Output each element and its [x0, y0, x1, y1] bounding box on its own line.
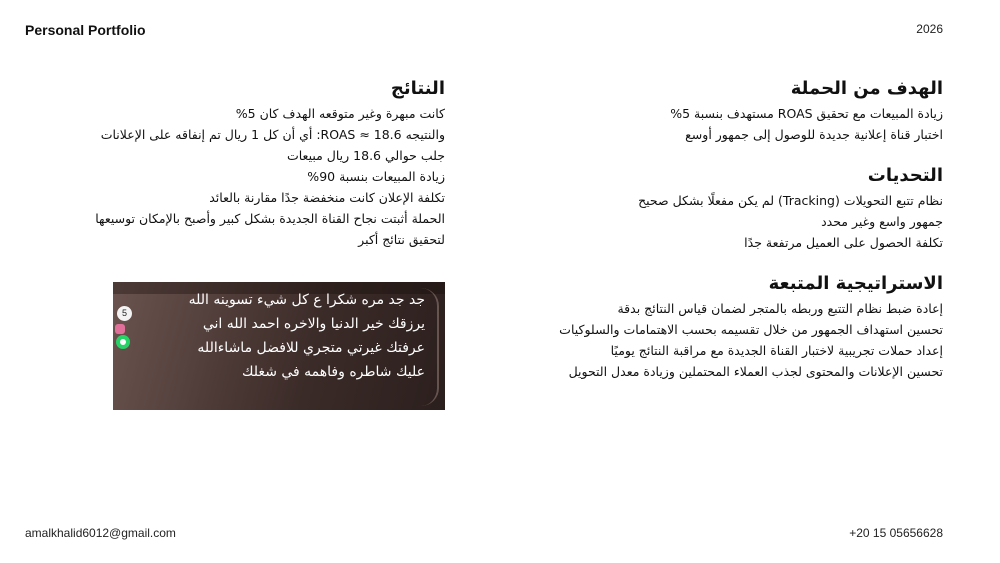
strategy-line: إعداد حملات تجريبية لاختبار القناة الجديدة مع مراقبة النتائج يوميًا: [610, 343, 943, 358]
results-title: النتائج: [390, 78, 445, 99]
result-line: زيادة المبيعات بنسبة 90%: [307, 169, 445, 184]
testimonial-text: [125, 288, 425, 384]
testimonial-line: جد جد مره شكرا ع كل شيء تسوينه الله: [188, 292, 425, 308]
strategy-line: إعادة ضبط نظام التتبع وربطه بالمتجر لضمان قياس النتائج بدقة: [617, 301, 943, 316]
notification-badge: 5: [117, 306, 132, 321]
challenge-line: نظام تتبع التحويلات (Tracking) لم يكن مفعلًا بشكل صحيح: [638, 193, 943, 208]
contact-email: amalkhalid6012@gmail.com: [25, 526, 176, 540]
testimonial-line: يرزقك خير الدنيا والاخره احمد الله اني: [202, 316, 425, 332]
goal-title: الهدف من الحملة: [790, 78, 943, 99]
challenges-title: التحديات: [867, 165, 943, 186]
results-section: [85, 78, 445, 250]
results-column: [85, 78, 445, 270]
testimonial-line: عليك شاطره وفاهمه في شغلك: [242, 364, 425, 380]
testimonial-line: عرفتك غيرتي متجري للافضل ماشاءالله: [197, 340, 425, 356]
strategy-title: الاستراتيجية المتبعة: [768, 273, 943, 294]
result-line: كانت مبهرة وغير متوقعه الهدف كان 5%: [235, 106, 445, 121]
challenge-line: جمهور واسع وغير محدد: [821, 214, 943, 229]
testimonial-screenshot: [113, 282, 445, 410]
challenges-section: [503, 165, 943, 253]
result-line: تكلفة الإعلان كانت منخفضة جدًا مقارنة بالعائد: [209, 190, 445, 205]
goal-section: [503, 78, 943, 145]
strategy-line: تحسين استهداف الجمهور من خلال تقسيمه بحسب الاهتمامات والسلوكيات: [559, 322, 943, 337]
challenge-line: تكلفة الحصول على العميل مرتفعة جدًا: [744, 235, 943, 250]
campaign-overview-column: [503, 78, 943, 402]
portfolio-title: Personal Portfolio: [25, 22, 146, 38]
strategy-line: تحسين الإعلانات والمحتوى لجذب العملاء المحتملين وزيادة معدل التحويل: [568, 364, 943, 379]
instagram-icon: [115, 324, 125, 334]
contact-phone: +20 15 05656628: [849, 526, 943, 540]
result-line: والنتيجه 18.6 ≈ ROAS: أي أن كل 1 ريال تم إنفاقه على الإعلانات جلب حوالي 18.6 ريال مبيعات: [100, 127, 445, 163]
strategy-section: [503, 273, 943, 382]
year-label: 2026: [916, 22, 943, 36]
goal-line: زيادة المبيعات مع تحقيق ROAS مستهدف بنسبة 5%: [670, 106, 943, 121]
result-line: الحملة أثبتت نجاح القناة الجديدة بشكل كبير وأصبح بالإمكان توسيعها لتحقيق نتائج أكبر: [95, 211, 445, 247]
goal-line: اختبار قناة إعلانية جديدة للوصول إلى جمهور أوسع: [685, 127, 943, 142]
